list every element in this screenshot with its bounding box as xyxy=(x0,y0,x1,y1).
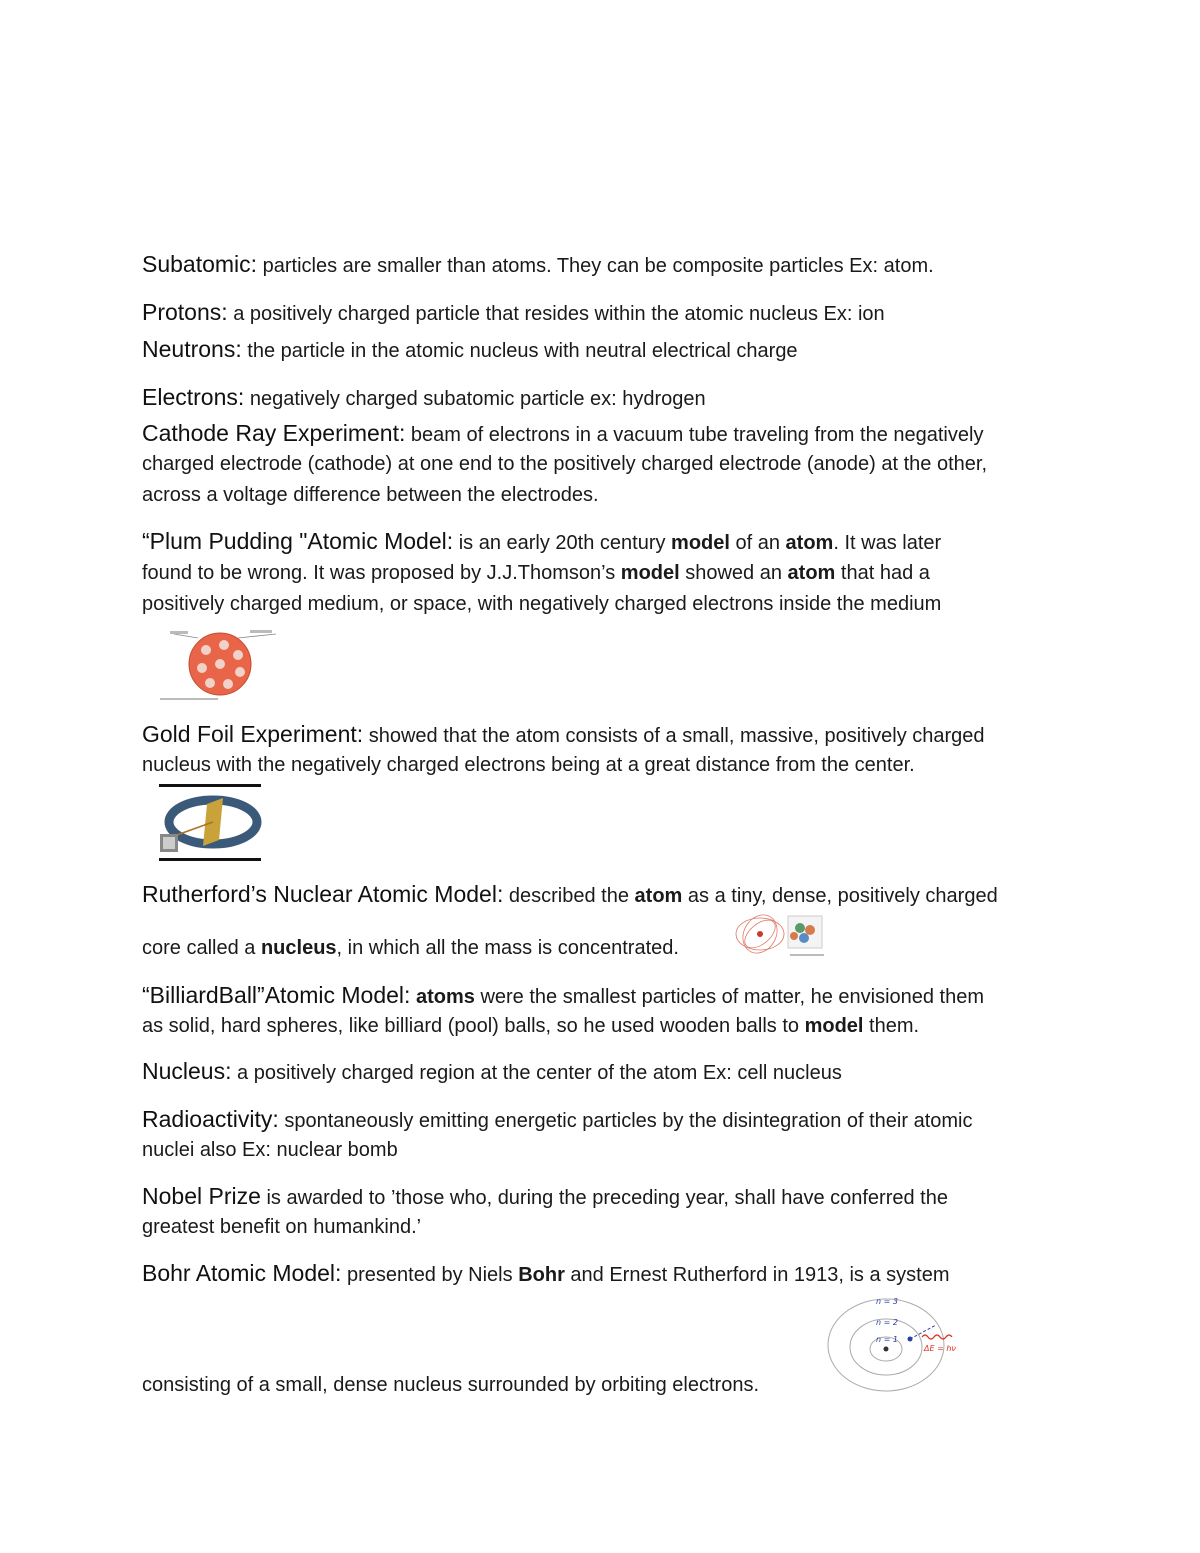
entry-bold-text: nucleus xyxy=(260,937,337,959)
entry-line-first xyxy=(142,1184,948,1210)
entry-line-first xyxy=(142,529,941,555)
entry-line-first xyxy=(142,1261,950,1287)
rutherford-figure xyxy=(732,912,828,960)
entry-text: core called a xyxy=(142,937,261,959)
entry-line-continued xyxy=(142,1014,919,1038)
entry-text: a positively charged particle that resides within the atomic nucleus Ex: ion xyxy=(227,303,885,325)
entry-line-first xyxy=(142,1107,973,1133)
entry-bold-text: atom xyxy=(787,562,836,584)
entry-term: Cathode Ray Experiment: xyxy=(142,420,406,446)
entry-line-first xyxy=(142,300,885,326)
entry-term: Protons: xyxy=(142,299,228,325)
entry-line-first xyxy=(142,722,985,748)
entry-line-first xyxy=(142,421,983,447)
entry-term: Nucleus: xyxy=(142,1058,232,1084)
bohr-label-n2: n = 2 xyxy=(876,1318,898,1327)
entry-line-first xyxy=(142,882,998,908)
entry-line-continued xyxy=(142,561,930,585)
entry-term: “Plum Pudding "Atomic Model: xyxy=(142,528,454,554)
entry-term: Neutrons: xyxy=(142,336,242,362)
entry-text: were the smallest particles of matter, he envisioned them xyxy=(474,986,985,1008)
entry-text: is an early 20th century xyxy=(453,532,672,554)
entry-text: , in which all the mass is concentrated. xyxy=(336,937,679,959)
entry-text: of an xyxy=(729,532,786,554)
entry-bold-text: atom xyxy=(785,532,834,554)
entry-text: a positively charged region at the center of the atom Ex: cell nucleus xyxy=(231,1062,842,1084)
entry-line-first xyxy=(142,337,798,363)
entry-bold-text: model xyxy=(671,532,730,554)
entry-text: particles are smaller than atoms. They can be composite particles Ex: atom. xyxy=(257,255,934,277)
entry-term: Nobel Prize xyxy=(142,1183,261,1209)
entry-text: greatest benefit on humankind.’ xyxy=(142,1216,422,1238)
entry-line-continued xyxy=(142,1373,759,1397)
entry-text: beam of electrons in a vacuum tube traveling from the negatively xyxy=(405,424,984,446)
entry-term: “BilliardBall”Atomic Model: xyxy=(142,982,411,1008)
entry-text: positively charged medium, or space, with negatively charged electrons inside the medium xyxy=(142,593,942,615)
entry-text: presented by Niels xyxy=(341,1264,519,1286)
entry-line-continued xyxy=(142,452,987,476)
entry-line-first xyxy=(142,252,934,278)
entry-text: charged electrode (cathode) at one end to the positively charged electrode (anode) at the other, xyxy=(142,453,987,475)
entry-text: showed an xyxy=(679,562,788,584)
entry-text: found to be wrong. It was proposed by J.J.Thomson’s xyxy=(142,562,621,584)
entry-text: showed that the atom consists of a small, massive, positively charged xyxy=(363,725,985,747)
entry-line-continued xyxy=(142,936,679,960)
bohr-figure xyxy=(826,1295,976,1395)
entry-text: and Ernest Rutherford in 1913, is a system xyxy=(564,1264,950,1286)
bohr-label-n3: n = 3 xyxy=(876,1297,898,1306)
entry-bold-text: Bohr xyxy=(518,1264,565,1286)
entry-term: Electrons: xyxy=(142,384,245,410)
entry-text: nuclei also Ex: nuclear bomb xyxy=(142,1139,398,1161)
entry-text: the particle in the atomic nucleus with neutral electrical charge xyxy=(241,340,798,362)
entry-text: that had a xyxy=(835,562,930,584)
entry-line-first xyxy=(142,983,984,1009)
entry-line-first xyxy=(142,385,706,411)
photon-wave-shape xyxy=(922,1335,952,1339)
entry-text: as a tiny, dense, positively charged xyxy=(682,885,998,907)
bohr-label-energy: ΔE = hν xyxy=(924,1344,956,1353)
entry-text: . It was later xyxy=(833,532,942,554)
entry-bold-text: atoms xyxy=(415,986,475,1008)
entry-line-first xyxy=(142,1059,842,1085)
entry-text: them. xyxy=(863,1015,920,1037)
entry-term: Subatomic: xyxy=(142,251,258,277)
entry-text: negatively charged subatomic particle ex: hydrogen xyxy=(244,388,706,410)
entry-bold-text: atom xyxy=(634,885,683,907)
gold-foil-figure xyxy=(157,782,263,864)
entry-line-continued xyxy=(142,1215,421,1239)
entry-bold-text: model xyxy=(620,562,680,584)
plum-pudding-figure xyxy=(158,628,280,706)
entry-line-continued xyxy=(142,483,599,507)
entry-term: Radioactivity: xyxy=(142,1106,279,1132)
entry-term: Bohr Atomic Model: xyxy=(142,1260,342,1286)
entry-bold-text: model xyxy=(804,1015,864,1037)
entry-line-continued xyxy=(142,753,915,777)
entry-text: is awarded to ’those who, during the preceding year, shall have conferred the xyxy=(260,1187,948,1209)
bohr-label-n1: n = 1 xyxy=(876,1335,898,1344)
entry-term: Rutherford’s Nuclear Atomic Model: xyxy=(142,881,504,907)
entry-text: spontaneously emitting energetic particles by the disintegration of their atomic xyxy=(278,1110,973,1132)
entry-text: nucleus with the negatively charged electrons being at a great distance from the center. xyxy=(142,754,915,776)
entry-text: across a voltage difference between the electrodes. xyxy=(142,484,599,506)
entry-line-continued xyxy=(142,592,941,616)
entry-text: described the xyxy=(503,885,635,907)
entry-text: as solid, hard spheres, like billiard (pool) balls, so he used wooden balls to xyxy=(142,1015,805,1037)
entry-term: Gold Foil Experiment: xyxy=(142,721,364,747)
entry-text: consisting of a small, dense nucleus surrounded by orbiting electrons. xyxy=(142,1374,760,1396)
entry-line-continued xyxy=(142,1138,398,1162)
